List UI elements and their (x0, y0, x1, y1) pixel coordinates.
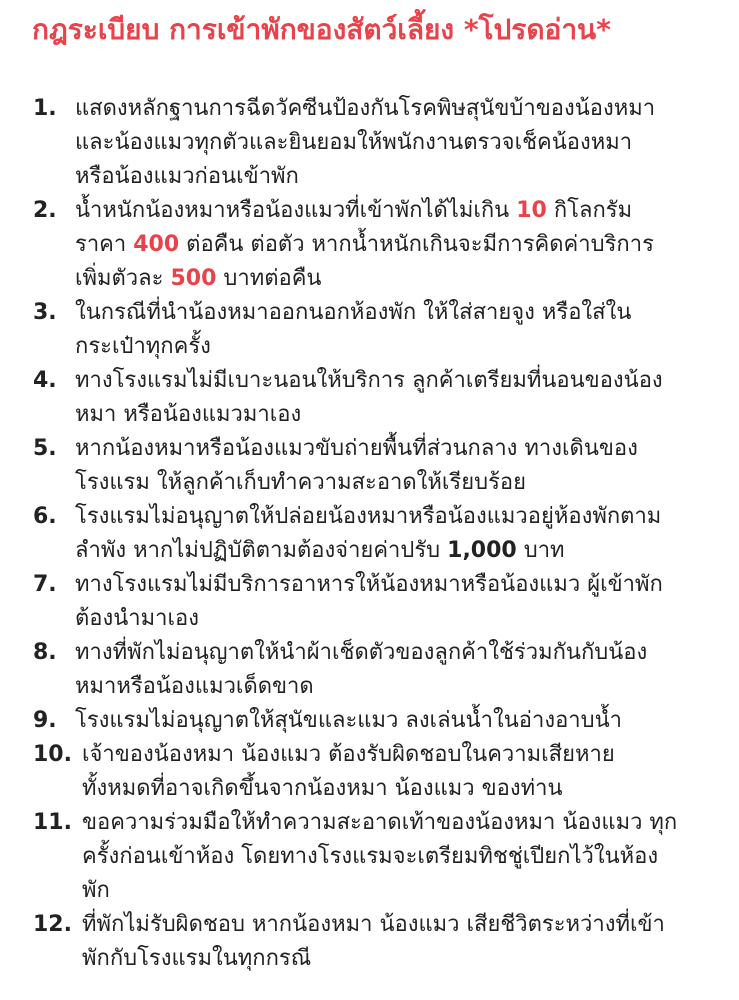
rule-text: ลำพัง หากไม่ปฏิบัติตามต้องจ่ายค่าปรับ (75, 538, 448, 563)
weight-limit-value: 10 (516, 198, 547, 223)
rule-text-line: หมา หรือน้องแมวมาเอง (75, 402, 302, 427)
rule-text-line: หรือน้องแมวก่อนเข้าพัก (75, 164, 299, 189)
rule-text-line: แสดงหลักฐานการฉีดวัคซีนป้องกันโรคพิษสุนัขบ้าของน้องหมา (75, 96, 656, 121)
rule-number: 7. (33, 572, 57, 597)
rule-number: 9. (33, 708, 57, 733)
rule-text: บาท (516, 538, 565, 563)
rule-number: 5. (33, 436, 57, 461)
rule-text-line: ต้องนำมาเอง (75, 606, 199, 631)
rule-number: 2. (33, 198, 57, 223)
rule-text-line (75, 194, 632, 228)
rule-text: ต่อคืน ต่อตัว หากน้ำหนักเกินจะมีการคิดค่าบริการ (179, 232, 654, 257)
rule-text-line: ครั้งก่อนเข้าห้อง โดยทางโรงแรมจะเตรียมทิชชู่เปียกไว้ในห้อง (82, 844, 659, 869)
price-value: 400 (133, 232, 180, 257)
rule-text: บาทต่อคืน (216, 266, 322, 291)
rule-text-line (75, 262, 321, 296)
rule-text-line: และน้องแมวทุกตัวและยินยอมให้พนักงานตรวจเช็คน้องหมา (75, 130, 633, 155)
rule-text-line: ขอความร่วมมือให้ทำความสะอาดเท้าของน้องหมา น้องแมว ทุก (82, 810, 678, 835)
rule-number: 4. (33, 368, 57, 393)
rule-text-line: เจ้าของน้องหมา น้องแมว ต้องรับผิดชอบในความเสียหาย (82, 742, 615, 767)
rule-text: กิโลกรัม (546, 198, 633, 223)
rule-text-line: หากน้องหมาหรือน้องแมวขับถ่ายพื้นที่ส่วนกลาง ทางเดินของ (75, 436, 638, 461)
rule-text-line (75, 228, 654, 262)
rule-text-line: ในกรณีที่นำน้องหมาออกนอกห้องพัก ให้ใส่สายจูง หรือใส่ใน (75, 300, 632, 325)
rule-number: 8. (33, 640, 57, 665)
rule-number: 12. (33, 912, 72, 937)
rule-text-line: ทางโรงแรมไม่มีบริการอาหารให้น้องหมาหรือน้องแมว ผู้เข้าพัก (75, 572, 663, 597)
rule-number: 6. (33, 504, 57, 529)
rule-text-line: โรงแรม ให้ลูกค้าเก็บทำความสะอาดให้เรียบร้อย (75, 470, 527, 495)
rule-text-line: พักกับโรงแรมในทุกกรณี (82, 946, 312, 971)
rule-number: 1. (33, 96, 57, 121)
rule-text-line: โรงแรมไม่อนุญาตให้สุนัขและแมว ลงเล่นน้ำในอ่างอาบน้ำ (75, 708, 623, 733)
rule-text: ราคา (75, 232, 134, 257)
rule-text-line: โรงแรมไม่อนุญาตให้ปล่อยน้องหมาหรือน้องแมวอยู่ห้องพักตาม (75, 504, 662, 529)
rule-text: เพิ่มตัวละ (75, 266, 171, 291)
rule-text-line: พัก (82, 878, 110, 903)
rule-text-line: ทั้งหมดที่อาจเกิดขึ้นจากน้องหมา น้องแมว ของท่าน (82, 776, 563, 801)
rule-number: 3. (33, 300, 57, 325)
rule-text: น้ำหนักน้องหมาหรือน้องแมวที่เข้าพักได้ไม่เกิน (75, 198, 517, 223)
rule-number: 11. (33, 810, 72, 835)
rule-text-line: ทางที่พักไม่อนุญาตให้นำผ้าเช็ดตัวของลูกค้าใช้ร่วมกันกับน้อง (75, 640, 648, 665)
rule-text-line: กระเป๋าทุกครั้ง (75, 334, 211, 359)
rule-number: 10. (33, 742, 72, 767)
rule-text-line: หมาหรือน้องแมวเด็ดขาด (75, 674, 314, 699)
page-title: กฎระเบียบ การเข้าพักของสัตว์เลี้ยง *โปรดอ่าน* (32, 13, 611, 46)
extra-fee-value: 500 (170, 266, 217, 291)
rule-text-line: ที่พักไม่รับผิดชอบ หากน้องหมา น้องแมว เสียชีวิตระหว่างที่เข้า (82, 912, 665, 937)
rule-text-line (75, 534, 565, 568)
fine-value: 1,000 (447, 538, 517, 563)
rule-text-line: ทางโรงแรมไม่มีเบาะนอนให้บริการ ลูกค้าเตรียมที่นอนของน้อง (75, 368, 663, 393)
